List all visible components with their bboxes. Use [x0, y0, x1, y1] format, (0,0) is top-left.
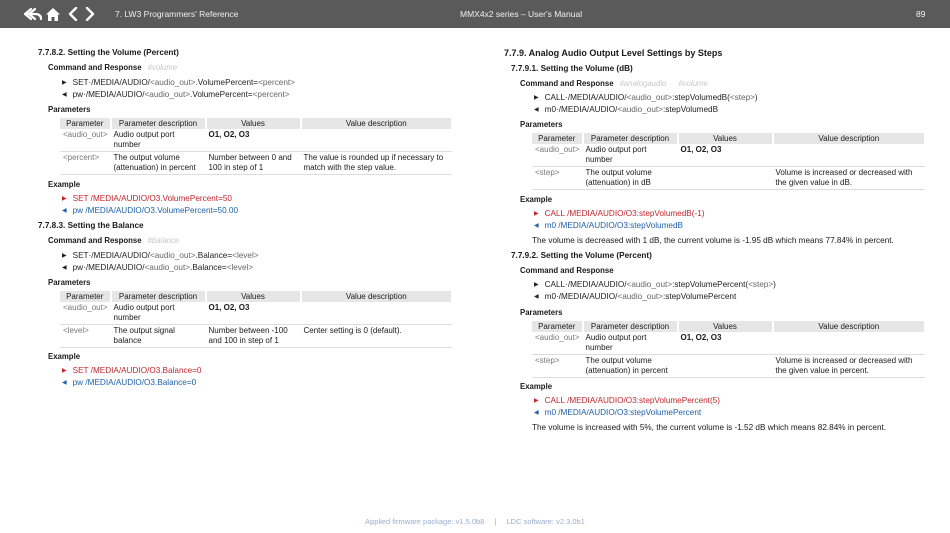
arrow-left-icon: ◀ [534, 107, 539, 113]
table-row: <level> The output signal balance Number between -100 and 100 in step of 1 Center setting is 0 (default). [60, 325, 452, 348]
command-line: ▶ CALL·/MEDIA/AUDIO/<audio_out>:stepVolumePercent(<step>) [534, 280, 776, 289]
example-command: ▶ CALL /MEDIA/AUDIO/O3:stepVolumePercent(5) [534, 396, 720, 405]
arrow-left-icon: ◀ [62, 380, 67, 386]
example-response: ◀ m0 /MEDIA/AUDIO/O3:stepVolumePercent [534, 408, 702, 417]
top-bar [0, 0, 950, 28]
response-line: ◀ pw·/MEDIA/AUDIO/<audio_out>.VolumePercent=<percent> [62, 90, 290, 99]
command-response-label: Command and Response #volume [48, 63, 178, 72]
parameter-table: Parameter Parameter description Values Value description <audio_out> Audio output port number O1, O2, O3 <step> The output volume (attenuation) in dB Volume is increased or decreased with the given value in dB. [532, 133, 926, 190]
table-row: <audio_out> Audio output port number O1, O2, O3 [532, 144, 925, 167]
example-note: The volume is decreased with 1 dB, the current volume is -1.95 dB which means 77.84% in percent. [532, 236, 894, 245]
tag: #analogaudio [619, 79, 667, 88]
response-line: ◀ m0·/MEDIA/AUDIO/<audio_out>:stepVolumedB [534, 105, 719, 114]
parameters-label: Parameters [48, 278, 91, 287]
tag: #volume [678, 79, 708, 88]
arrow-right-icon: ▶ [62, 253, 67, 259]
footer [0, 517, 950, 526]
next-icon[interactable] [81, 6, 99, 22]
command-response-label: Command and Response #analogaudio #volume [520, 79, 708, 88]
parameters-label: Parameters [520, 120, 563, 129]
arrow-right-icon: ▶ [62, 80, 67, 86]
example-command: ▶ SET /MEDIA/AUDIO/O3.Balance=0 [62, 366, 202, 375]
command-line: ▶ CALL·/MEDIA/AUDIO/<audio_out>:stepVolumedB(<step>) [534, 93, 758, 102]
response-line: ◀ m0·/MEDIA/AUDIO/<audio_out>:stepVolumePercent [534, 292, 737, 301]
page-number: 89 [916, 9, 926, 19]
arrow-left-icon: ◀ [62, 265, 67, 271]
tag: #balance [147, 236, 180, 245]
manual-title: MMX4x2 series – User's Manual [460, 9, 583, 19]
arrow-left-icon: ◀ [534, 410, 539, 416]
example-label: Example [520, 195, 553, 204]
arrow-left-icon: ◀ [534, 294, 539, 300]
example-response: ◀ pw /MEDIA/AUDIO/O3.Balance=0 [62, 378, 197, 387]
chapter-title: 7. LW3 Programmers' Reference [115, 9, 239, 19]
section-title: 7.7.8.3. Setting the Balance [38, 221, 144, 230]
table-row: <audio_out> Audio output port number O1, O2, O3 [60, 302, 452, 325]
arrow-right-icon: ▶ [62, 368, 67, 374]
example-note: The volume is increased with 5%, the current volume is -1.52 dB which means 82.84% in percent. [532, 423, 887, 432]
section-title: 7.7.8.2. Setting the Volume (Percent) [38, 48, 179, 57]
home-icon[interactable] [44, 6, 62, 22]
example-response: ◀ m0 /MEDIA/AUDIO/O3:stepVolumedB [534, 221, 683, 230]
command-line: ▶ SET·/MEDIA/AUDIO/<audio_out>.VolumePercent=<percent> [62, 78, 295, 87]
parameters-label: Parameters [48, 105, 91, 114]
parameter-table: Parameter Parameter description Values Value description <audio_out> Audio output port number O1, O2, O3 <percent> The output volume (attenuation) in percent Number between 0 and 100 in step of 1 The value is rounded up if necessary to match with the step value. [60, 118, 453, 175]
arrow-right-icon: ▶ [534, 398, 539, 404]
example-response: ◀ pw /MEDIA/AUDIO/O3.VolumePercent=50.00 [62, 206, 239, 215]
prev-icon[interactable] [64, 6, 82, 22]
ldc-version: LDC software: v2.3.0b1 [506, 517, 585, 526]
parameters-label: Parameters [520, 308, 563, 317]
command-response-label: Command and Response #balance [48, 236, 180, 245]
back-icon[interactable] [22, 6, 44, 22]
section-title: 7.7.9.1. Setting the Volume (dB) [511, 64, 633, 73]
example-command: ▶ CALL /MEDIA/AUDIO/O3:stepVolumedB(-1) [534, 209, 705, 218]
footer-separator: | [494, 517, 497, 526]
section-title: 7.7.9.2. Setting the Volume (Percent) [511, 251, 652, 260]
table-row: <percent> The output volume (attenuation) in percent Number between 0 and 100 in step of 1 The value is rounded up if necessary to match with the step value. [60, 152, 452, 175]
response-line: ◀ pw·/MEDIA/AUDIO/<audio_out>.Balance=<level> [62, 263, 254, 272]
table-row: <step> The output volume (attenuation) in dB Volume is increased or decreased with the given value in dB. [532, 167, 925, 190]
example-label: Example [48, 180, 81, 189]
tag: #volume [147, 63, 178, 72]
table-row: <step> The output volume (attenuation) in percent Volume is increased or decreased with the given value in percent. [532, 355, 925, 378]
command-line: ▶ SET·/MEDIA/AUDIO/<audio_out>.Balance=<level> [62, 251, 259, 260]
arrow-left-icon: ◀ [62, 208, 67, 214]
table-row: <audio_out> Audio output port number O1, O2, O3 [60, 129, 452, 152]
command-response-label: Command and Response [520, 266, 614, 275]
example-label: Example [520, 382, 553, 391]
table-row: <audio_out> Audio output port number O1, O2, O3 [532, 332, 925, 355]
main-section-title: 7.7.9. Analog Audio Output Level Settings by Steps [504, 48, 723, 58]
example-command: ▶ SET /MEDIA/AUDIO/O3.VolumePercent=50 [62, 194, 232, 203]
arrow-right-icon: ▶ [534, 95, 539, 101]
arrow-right-icon: ▶ [534, 211, 539, 217]
arrow-right-icon: ▶ [534, 282, 539, 288]
firmware-version: Applied firmware package: v1.5.0b8 [365, 517, 485, 526]
parameter-table: Parameter Parameter description Values Value description <audio_out> Audio output port number O1, O2, O3 <step> The output volume (attenuation) in percent Volume is increased or decreased with the given value in percent. [532, 321, 926, 378]
example-label: Example [48, 352, 81, 361]
arrow-right-icon: ▶ [62, 196, 67, 202]
parameter-table: Parameter Parameter description Values Value description <audio_out> Audio output port number O1, O2, O3 <level> The output signal balance Number between -100 and 100 in step of 1 Center setting is 0 (default). [60, 291, 453, 348]
arrow-left-icon: ◀ [534, 223, 539, 229]
arrow-left-icon: ◀ [62, 92, 67, 98]
